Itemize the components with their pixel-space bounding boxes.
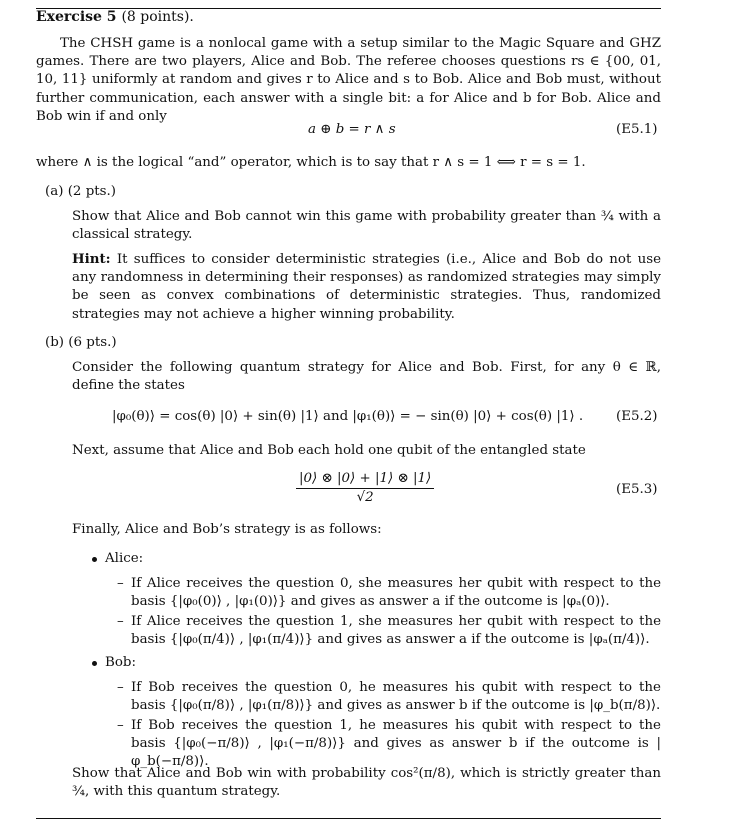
bob-bullet: [92, 661, 97, 666]
exercise-title: Exercise 5: [36, 9, 117, 25]
part-a-hint: [72, 250, 661, 324]
bottom-rule: [36, 818, 661, 819]
part-b-conclusion: Show that Alice and Bob win with probability cos²(π/8), which is strictly greater than ¾, with this quantum strategy.: [72, 766, 661, 800]
hint-label: Hint:: [72, 251, 111, 267]
equation-number-e5-2: (E5.2): [616, 409, 658, 424]
strategy-intro: Finally, Alice and Bob’s strategy is as follows:: [72, 522, 382, 537]
equation-e5-2: |φ₀(θ)⟩ = cos(θ) |0⟩ + sin(θ) |1⟩ and |φ₁(θ)⟩ = − sin(θ) |0⟩ + cos(θ) |1⟩ .: [112, 409, 584, 424]
equation-number-e5-3: (E5.3): [616, 482, 658, 497]
bob-dash-1: –: [117, 680, 124, 695]
equation-e5-1: a ⊕ b = r ∧ s: [308, 122, 396, 137]
part-b-next: Next, assume that Alice and Bob each hold one qubit of the entangled state: [72, 443, 586, 458]
alice-item-2: If Alice receives the question 1, she measures her qubit with respect to the basis {|φ₀(π/4)⟩ , |φ₁(π/4)⟩} and gives as answer a if the outcome is |φₐ(π/4)⟩.: [131, 614, 661, 648]
exercise-heading: [36, 8, 194, 26]
part-a-label: (a): [45, 184, 64, 199]
bob-dash-2: –: [117, 718, 124, 733]
equation-e5-3: [296, 471, 434, 505]
bob-item-2: If Bob receives the question 1, he measures his qubit with respect to the basis {|φ₀(−π/8)⟩ , |φ₁(−π/8)⟩} and gives as answer b if the outcome is |φ_b(−π/8)⟩.: [131, 718, 661, 770]
fraction-denominator: √2: [356, 490, 374, 505]
intro-where-line: where ∧ is the logical “and” operator, which is to say that r ∧ s = 1 ⟺ r = s = 1.: [36, 155, 586, 170]
alice-item-1: If Alice receives the question 0, she measures her qubit with respect to the basis {|φ₀(0)⟩ , |φ₁(0)⟩} and gives as answer a if the outcome is |φₐ(0)⟩.: [131, 576, 661, 610]
fraction-numerator: |0⟩ ⊗ |0⟩ + |1⟩ ⊗ |1⟩: [296, 471, 434, 489]
exercise-points: (8 points).: [121, 9, 194, 25]
part-a-header: [45, 183, 116, 201]
alice-dash-2: –: [117, 614, 124, 629]
hint-text: It suffices to consider deterministic strategies (i.e., Alice and Bob do not use any randomness in determining their responses) as randomized strategies may simply be seen as convex combinations of deterministic strategies. Thus, randomized strategies may not achieve a higher winning probability.: [72, 252, 662, 322]
bob-item-1: If Bob receives the question 0, he measures his qubit with respect to the basis {|φ₀(π/8)⟩ , |φ₁(π/8)⟩} and gives as answer b if the outcome is |φ_b(π/8)⟩.: [131, 680, 661, 714]
alice-bullet: [92, 557, 97, 562]
intro-paragraph: The CHSH game is a nonlocal game with a setup similar to the Magic Square and GHZ games. There are two players, Alice and Bob. The referee chooses questions rs ∈ {00, 01, 10, 11} uniformly at random and gives r to Alice and s to Bob. Alice and Bob must, without further communication, each answer with a single bit: a for Alice and b for Bob. Alice and Bob win if and only: [36, 36, 661, 124]
part-b-points: (6 pts.): [68, 335, 117, 350]
bob-label: Bob:: [105, 655, 136, 670]
part-a-statement: Show that Alice and Bob cannot win this game with probability greater than ¾ with a classical strategy.: [72, 209, 661, 243]
part-b-label: (b): [45, 335, 65, 350]
alice-label: Alice:: [105, 551, 144, 566]
part-b-intro: Consider the following quantum strategy for Alice and Bob. First, for any θ ∈ ℝ, define the states: [72, 360, 661, 394]
alice-dash-1: –: [117, 576, 124, 591]
part-a-points: (2 pts.): [67, 184, 117, 199]
equation-number-e5-1: (E5.1): [616, 122, 658, 137]
part-b-header: [45, 334, 117, 352]
